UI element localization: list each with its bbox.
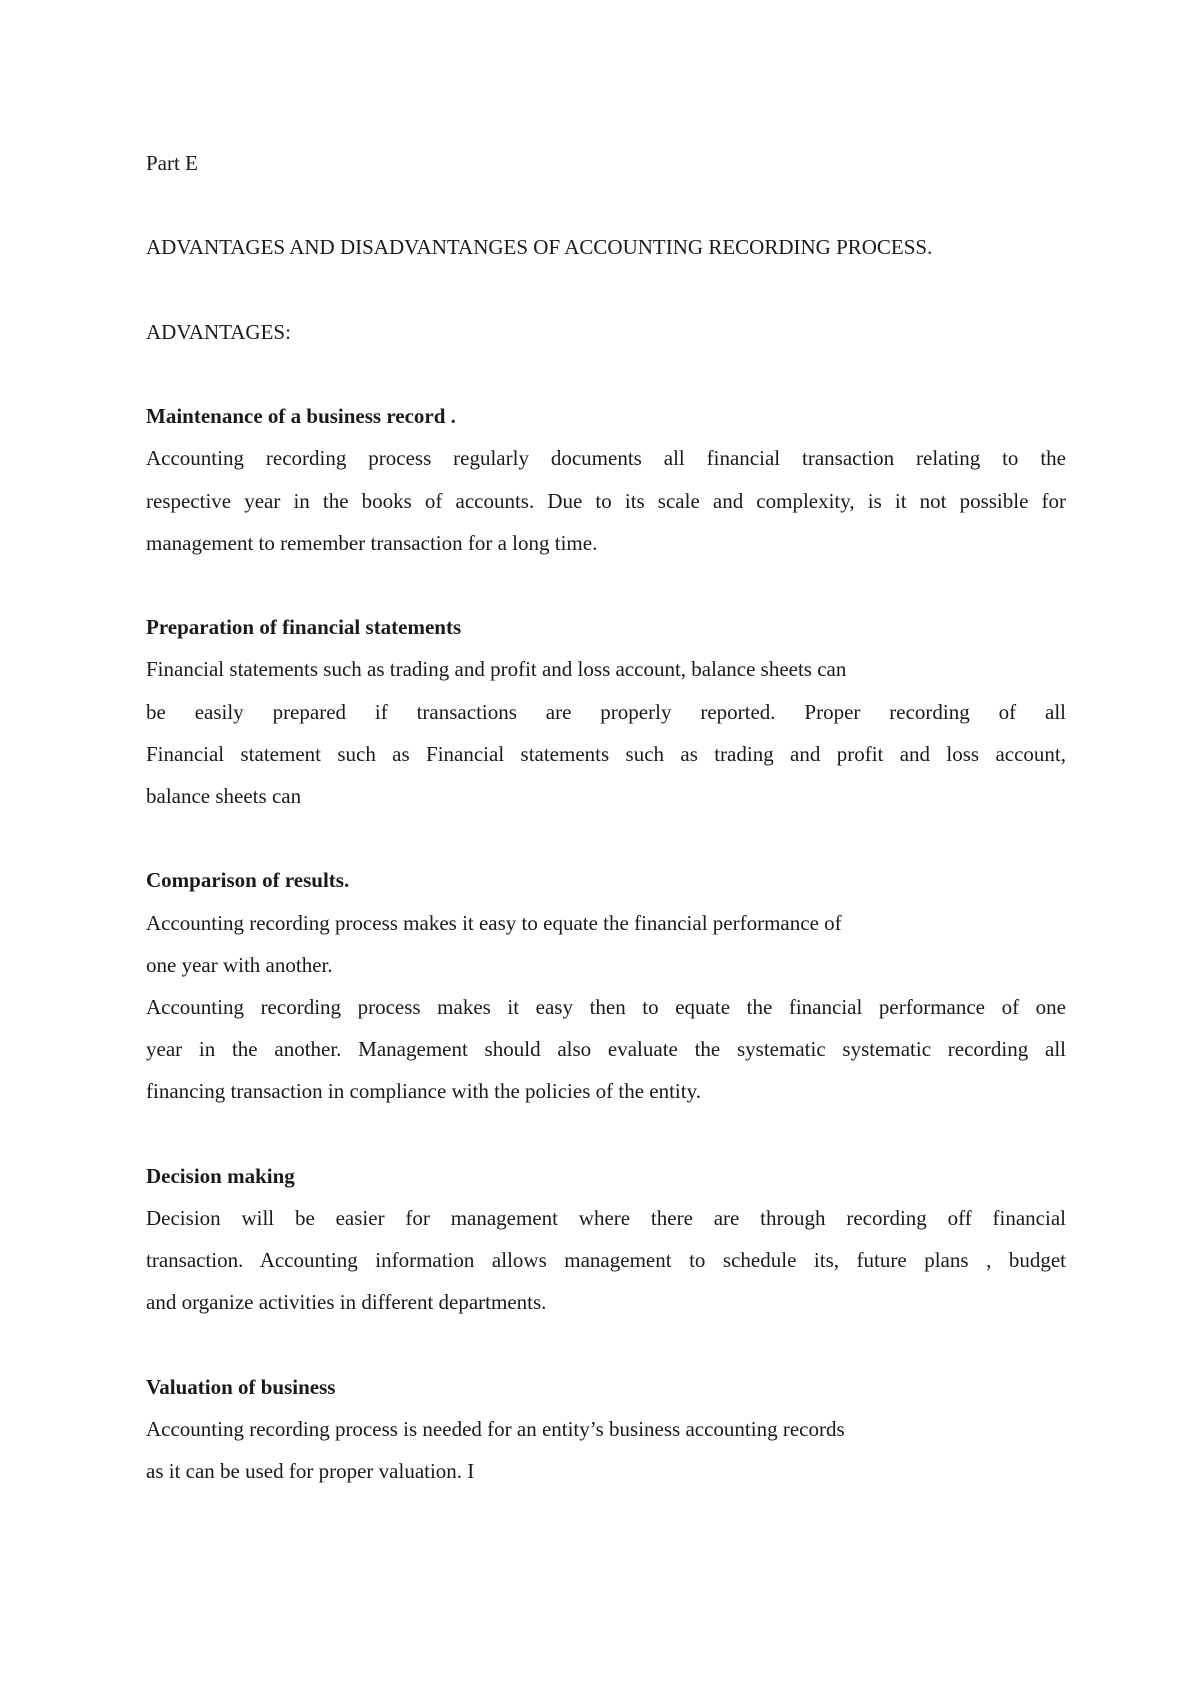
section-label: ADVANTAGES: bbox=[146, 319, 291, 344]
paragraph-line: be easily prepared if transactions are properly reported. Proper recording of all bbox=[146, 699, 1066, 724]
paragraph-line: year in the another. Management should also evaluate the systematic systematic recording all bbox=[146, 1037, 1066, 1062]
paragraph-line: Financial statements such as trading and profit and loss account, balance sheets can bbox=[146, 657, 847, 682]
spacer bbox=[146, 269, 1066, 311]
paragraph-line: as it can be used for proper valuation. I bbox=[146, 1459, 475, 1484]
section-heading-comparison: Comparison of results. bbox=[146, 868, 350, 893]
paragraph-line: one year with another. bbox=[146, 952, 333, 977]
document-title: ADVANTAGES AND DISADVANTANGES OF ACCOUNTING RECORDING PROCESS. bbox=[146, 235, 933, 260]
paragraph-line: Accounting recording process is needed for an entity’s business accounting records bbox=[146, 1416, 845, 1441]
part-label: Part E bbox=[146, 151, 198, 175]
spacer bbox=[146, 1113, 1066, 1155]
spacer bbox=[146, 184, 1066, 226]
paragraph-line: balance sheets can bbox=[146, 783, 302, 808]
paragraph-line: respective year in the books of accounts. Due to its scale and complexity, is it not possible for bbox=[146, 488, 1066, 513]
paragraph-line: financing transaction in compliance with the policies of the entity. bbox=[146, 1079, 701, 1104]
document-body bbox=[146, 142, 1066, 1492]
section-heading-preparation: Preparation of financial statements bbox=[146, 615, 462, 640]
paragraph-line: Accounting recording process regularly documents all financial transaction relating to the bbox=[146, 446, 1066, 471]
paragraph-line: Financial statement such as Financial statements such as trading and profit and loss account, bbox=[146, 741, 1066, 766]
spacer bbox=[146, 1324, 1066, 1366]
section-heading-maintenance: Maintenance of a business record . bbox=[146, 404, 456, 429]
paragraph-line: Accounting recording process makes it easy to equate the financial performance of bbox=[146, 910, 842, 935]
spacer bbox=[146, 353, 1066, 395]
section-heading-valuation: Valuation of business bbox=[146, 1374, 336, 1399]
paragraph-line: transaction. Accounting information allows management to schedule its, future plans , budget bbox=[146, 1248, 1066, 1273]
spacer bbox=[146, 817, 1066, 859]
paragraph-line: management to remember transaction for a long time. bbox=[146, 530, 598, 555]
section-heading-decision: Decision making bbox=[146, 1163, 295, 1188]
paragraph-line: Accounting recording process makes it easy then to equate the financial performance of one bbox=[146, 994, 1066, 1019]
paragraph-line: and organize activities in different departments. bbox=[146, 1290, 547, 1315]
spacer bbox=[146, 564, 1066, 606]
paragraph-line: Decision will be easier for management where there are through recording off financial bbox=[146, 1205, 1066, 1230]
